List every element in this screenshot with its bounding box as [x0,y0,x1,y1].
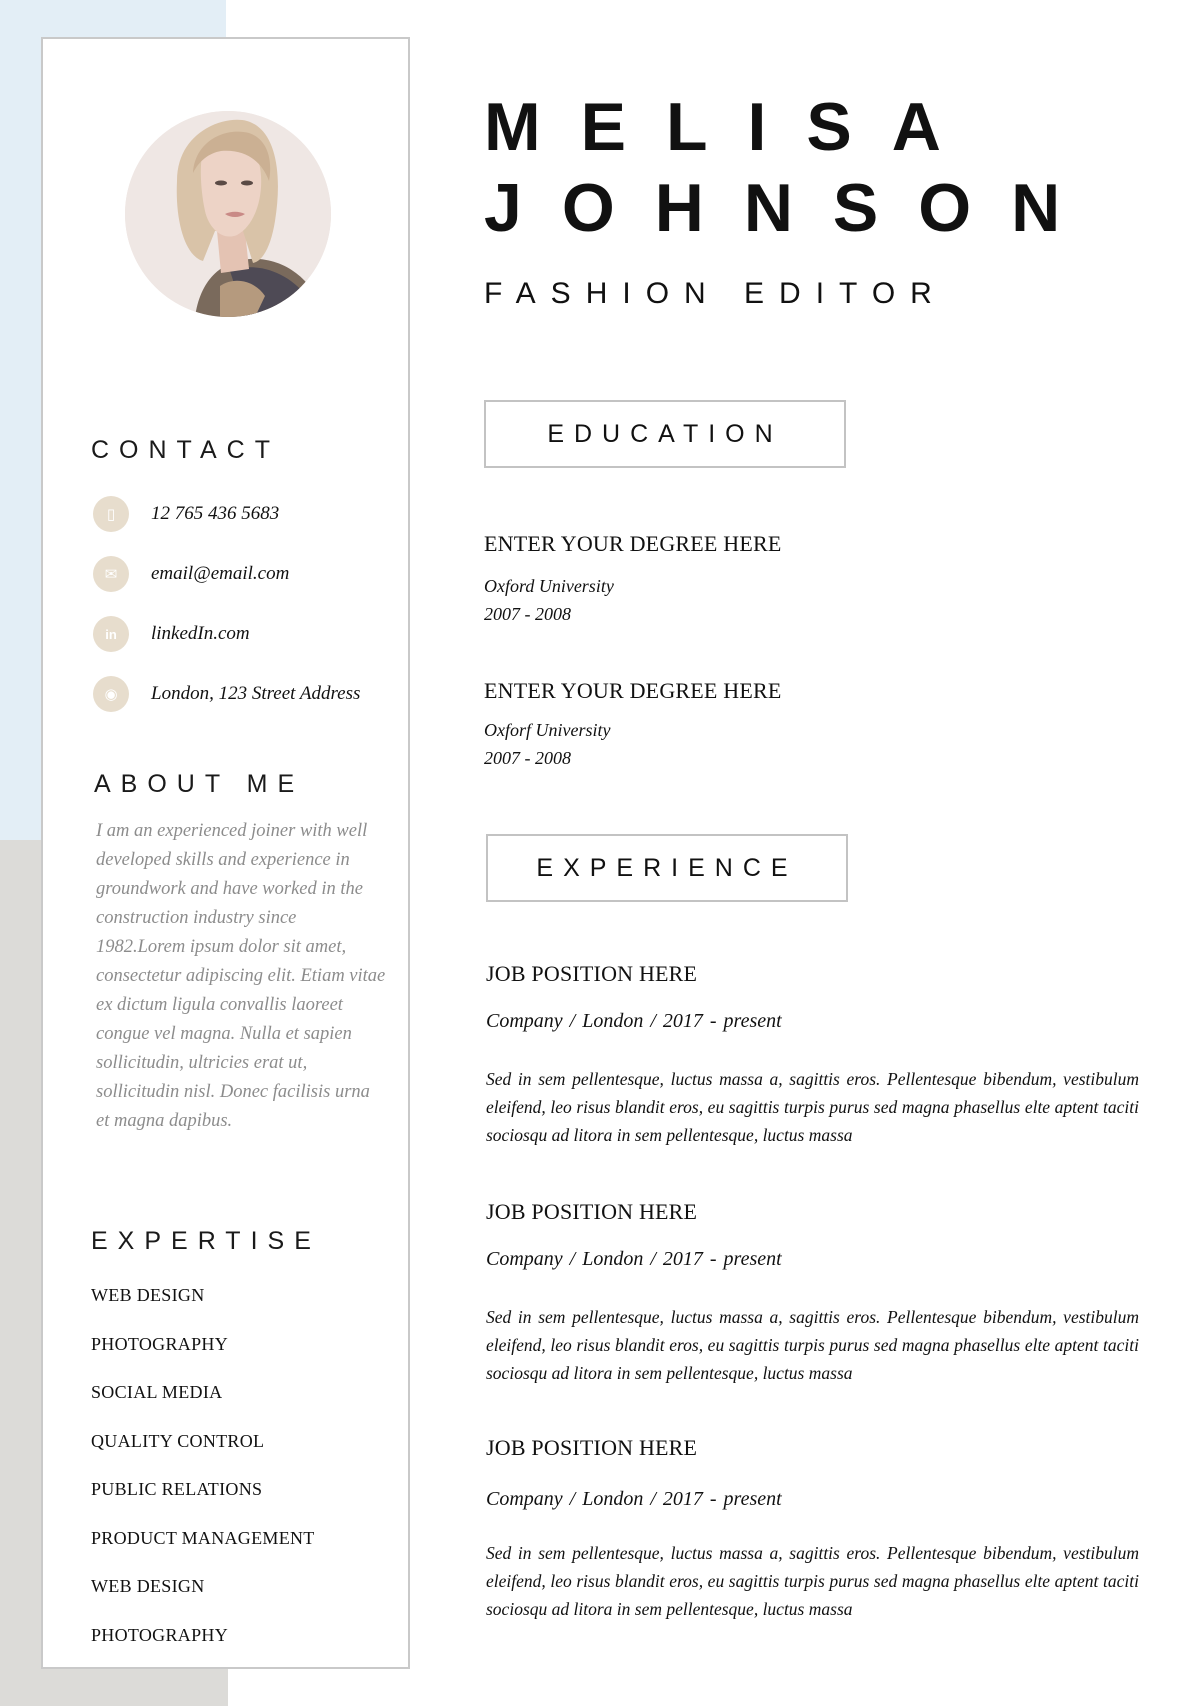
job-title: FASHION EDITOR [484,277,947,310]
job-description: Sed in sem pellentesque, luctus massa a, sagittis eros. Pellentesque bibendum, vestibulum eleifend, leo risus blandit eros, eu sagittis turpis purus sed magna phasellus elte aptent taciti sociosqu ad litora in sem pellentesque, luctus massa [486,1307,1139,1383]
phone-icon: ▯ [93,496,129,532]
job-description: Sed in sem pellentesque, luctus massa a, sagittis eros. Pellentesque bibendum, vestibulum eleifend, leo risus blandit eros, eu sagittis turpis purus sed magna phasellus elte aptent taciti sociosqu ad litora in sem pellentesque, luctus massa [486,1543,1139,1619]
email-icon: ✉ [93,556,129,592]
expertise-item: SOCIAL MEDIA [91,1382,223,1402]
contact-phone [93,496,279,532]
expertise-item: WEB DESIGN [91,1285,205,1305]
linkedin-icon: in [93,616,129,652]
contact-address [93,676,360,712]
job-position: JOB POSITION HERE [486,961,698,986]
last-name: JOHNSON [484,170,1101,246]
contact-linkedin[interactable] [93,616,250,652]
expertise-heading: EXPERTISE [91,1227,321,1255]
first-name: MELISA [484,89,981,165]
contact-phone-text: 12 765 436 5683 [151,503,280,524]
expertise-item: PUBLIC RELATIONS [91,1479,263,1499]
location-pin-icon: ◉ [93,676,129,712]
about-me-heading: ABOUT ME [94,770,305,798]
expertise-list [91,1284,315,1672]
company-line: Company / London / 2017 - present [486,1248,782,1270]
sidebar [41,37,410,1669]
experience-heading: EXPERIENCE [486,834,848,902]
contact-address-text: London, 123 Street Address [151,683,361,704]
contact-linkedin-text[interactable]: linkedIn.com [151,623,250,644]
contact-heading: CONTACT [91,436,280,464]
education-years: 2007 - 2008 [484,604,571,624]
about-me-text: I am an experienced joiner with well developed skills and experience in groundwork and have worked in the construction industry since 1982.Lorem ipsum dolor sit amet, consectetur adipiscing elit. Etiam vitae ex dictum ligula convallis laoreet congue vel magna. Nulla et sapien sollicitudin, ultricies erat ut, sollicitudin nisl. Donec facilisis urna et magna dapibus. [96,821,386,1131]
job-description: Sed in sem pellentesque, luctus massa a, sagittis eros. Pellentesque bibendum, vestibulum eleifend, leo risus blandit eros, eu sagittis turpis purus sed magna phasellus elte aptent taciti sociosqu ad litora in sem pellentesque, luctus massa [486,1069,1139,1145]
job-position: JOB POSITION HERE [486,1435,698,1460]
job-position: JOB POSITION HERE [486,1199,698,1224]
expertise-item: PHOTOGRAPHY [91,1333,228,1354]
degree-title: ENTER YOUR DEGREE HERE [484,531,782,556]
education-years: 2007 - 2008 [484,748,571,768]
expertise-item: WEB DESIGN [91,1576,205,1596]
profile-photo [125,111,331,317]
expertise-item: QUALITY CONTROL [91,1430,265,1451]
school-name: Oxford University [484,576,614,596]
degree-title: ENTER YOUR DEGREE HERE [484,678,782,703]
company-line: Company / London / 2017 - present [486,1010,782,1032]
school-name: Oxforf University [484,720,611,740]
contact-email-text[interactable]: email@email.com [151,563,290,584]
education-heading: EDUCATION [484,400,846,468]
expertise-item: PHOTOGRAPHY [91,1624,228,1645]
company-line: Company / London / 2017 - present [486,1488,782,1510]
contact-email[interactable] [93,556,289,592]
expertise-item: PRODUCT MANAGEMENT [91,1527,315,1548]
